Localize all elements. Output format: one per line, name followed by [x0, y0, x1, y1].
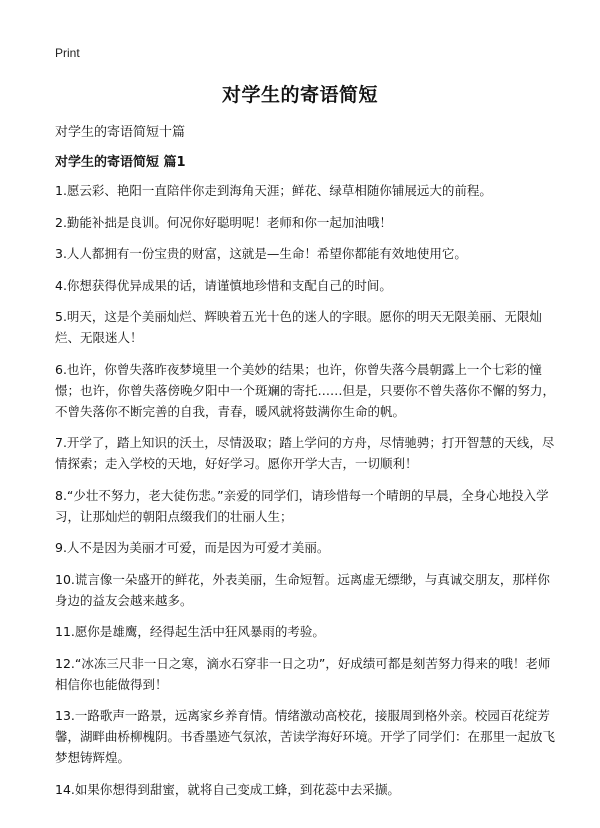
list-item: 10.谎言像一朵盛开的鲜花，外表美丽，生命短暂。远离虚无缥缈，与真诚交朋友，那样你身边的益友会越来越多。 [55, 571, 550, 608]
list-item: 6.也许，你曾失落昨夜梦境里一个美妙的结果；也许，你曾失落今晨朝露上一个七彩的憧憬；也许，你曾失落傍晚夕阳中一个斑斓的寄托……但是，只要你不曾失落你不懈的努力，不曾失落你不断完善的自我，青春，暖风就将鼓满你生命的帆。 [55, 361, 556, 419]
list-item: 9.人不是因为美丽才可爱，而是因为可爱才美丽。 [55, 540, 330, 555]
list-item: 13.一路歌声一路景，远离家乡养育情。情绪激动高校花，接服周到格外亲。校园百花绽芳馨，湖畔曲桥柳槐阴。书香墨迹气氛浓，苦读学海好环境。开学了同学们：在那里一起放飞梦想铸辉煌。 [55, 708, 556, 765]
list-item: 8.“少壮不努力，老大徒伤悲。”亲爱的同学们，请珍惜每一个晴朗的早晨，全身心地投入学习，让那灿烂的朝阳点缀我们的壮丽人生； [55, 487, 549, 524]
list-item: 14.如果你想得到甜蜜，就将自己变成工蜂，到花蕊中去采撷。 [55, 781, 400, 797]
list-item: 2.勤能补拙是良训。何况你好聪明呢！老师和你一起加油哦！ [55, 214, 392, 230]
list-item: 5.明天，这是个美丽灿烂、辉映着五光十色的迷人的字眼。愿你的明天无限美丽、无限灿烂、无限迷人！ [55, 309, 542, 345]
document-subtitle: 对学生的寄语简短十篇 [55, 125, 186, 140]
list-item: 1.愿云彩、艳阳一直陪伴你走到海角天涯；鲜花、绿草相随你铺展远大的前程。 [55, 183, 492, 198]
section-heading: 对学生的寄语简短 篇1 [55, 155, 186, 170]
list-item: 11.愿你是雄鹰，经得起生活中狂风暴雨的考验。 [55, 624, 325, 639]
page-title: 对学生的寄语简短 [221, 84, 378, 106]
print-link[interactable]: Print [55, 46, 80, 60]
list-item: 3.人人都拥有一份宝贵的财富，这就是—生命！希望你都能有效地使用它。 [55, 246, 467, 261]
list-item: 7.开学了，踏上知识的沃土，尽情汲取；踏上学问的方舟，尽情驰骋；打开智慧的天线，尽情探索；走入学校的天地，好好学习。愿你开学大吉，一切顺利！ [55, 435, 555, 471]
wish-list [55, 180, 555, 810]
list-item: 4.你想获得优异成果的话，请谨慎地珍惜和支配自己的时间。 [55, 277, 392, 293]
list-item: 12.“冰冻三尺非一日之寒，滴水石穿非一日之功”，好成绩可都是刻苦努力得来的哦！老师相信你也能做得到！ [55, 655, 551, 692]
